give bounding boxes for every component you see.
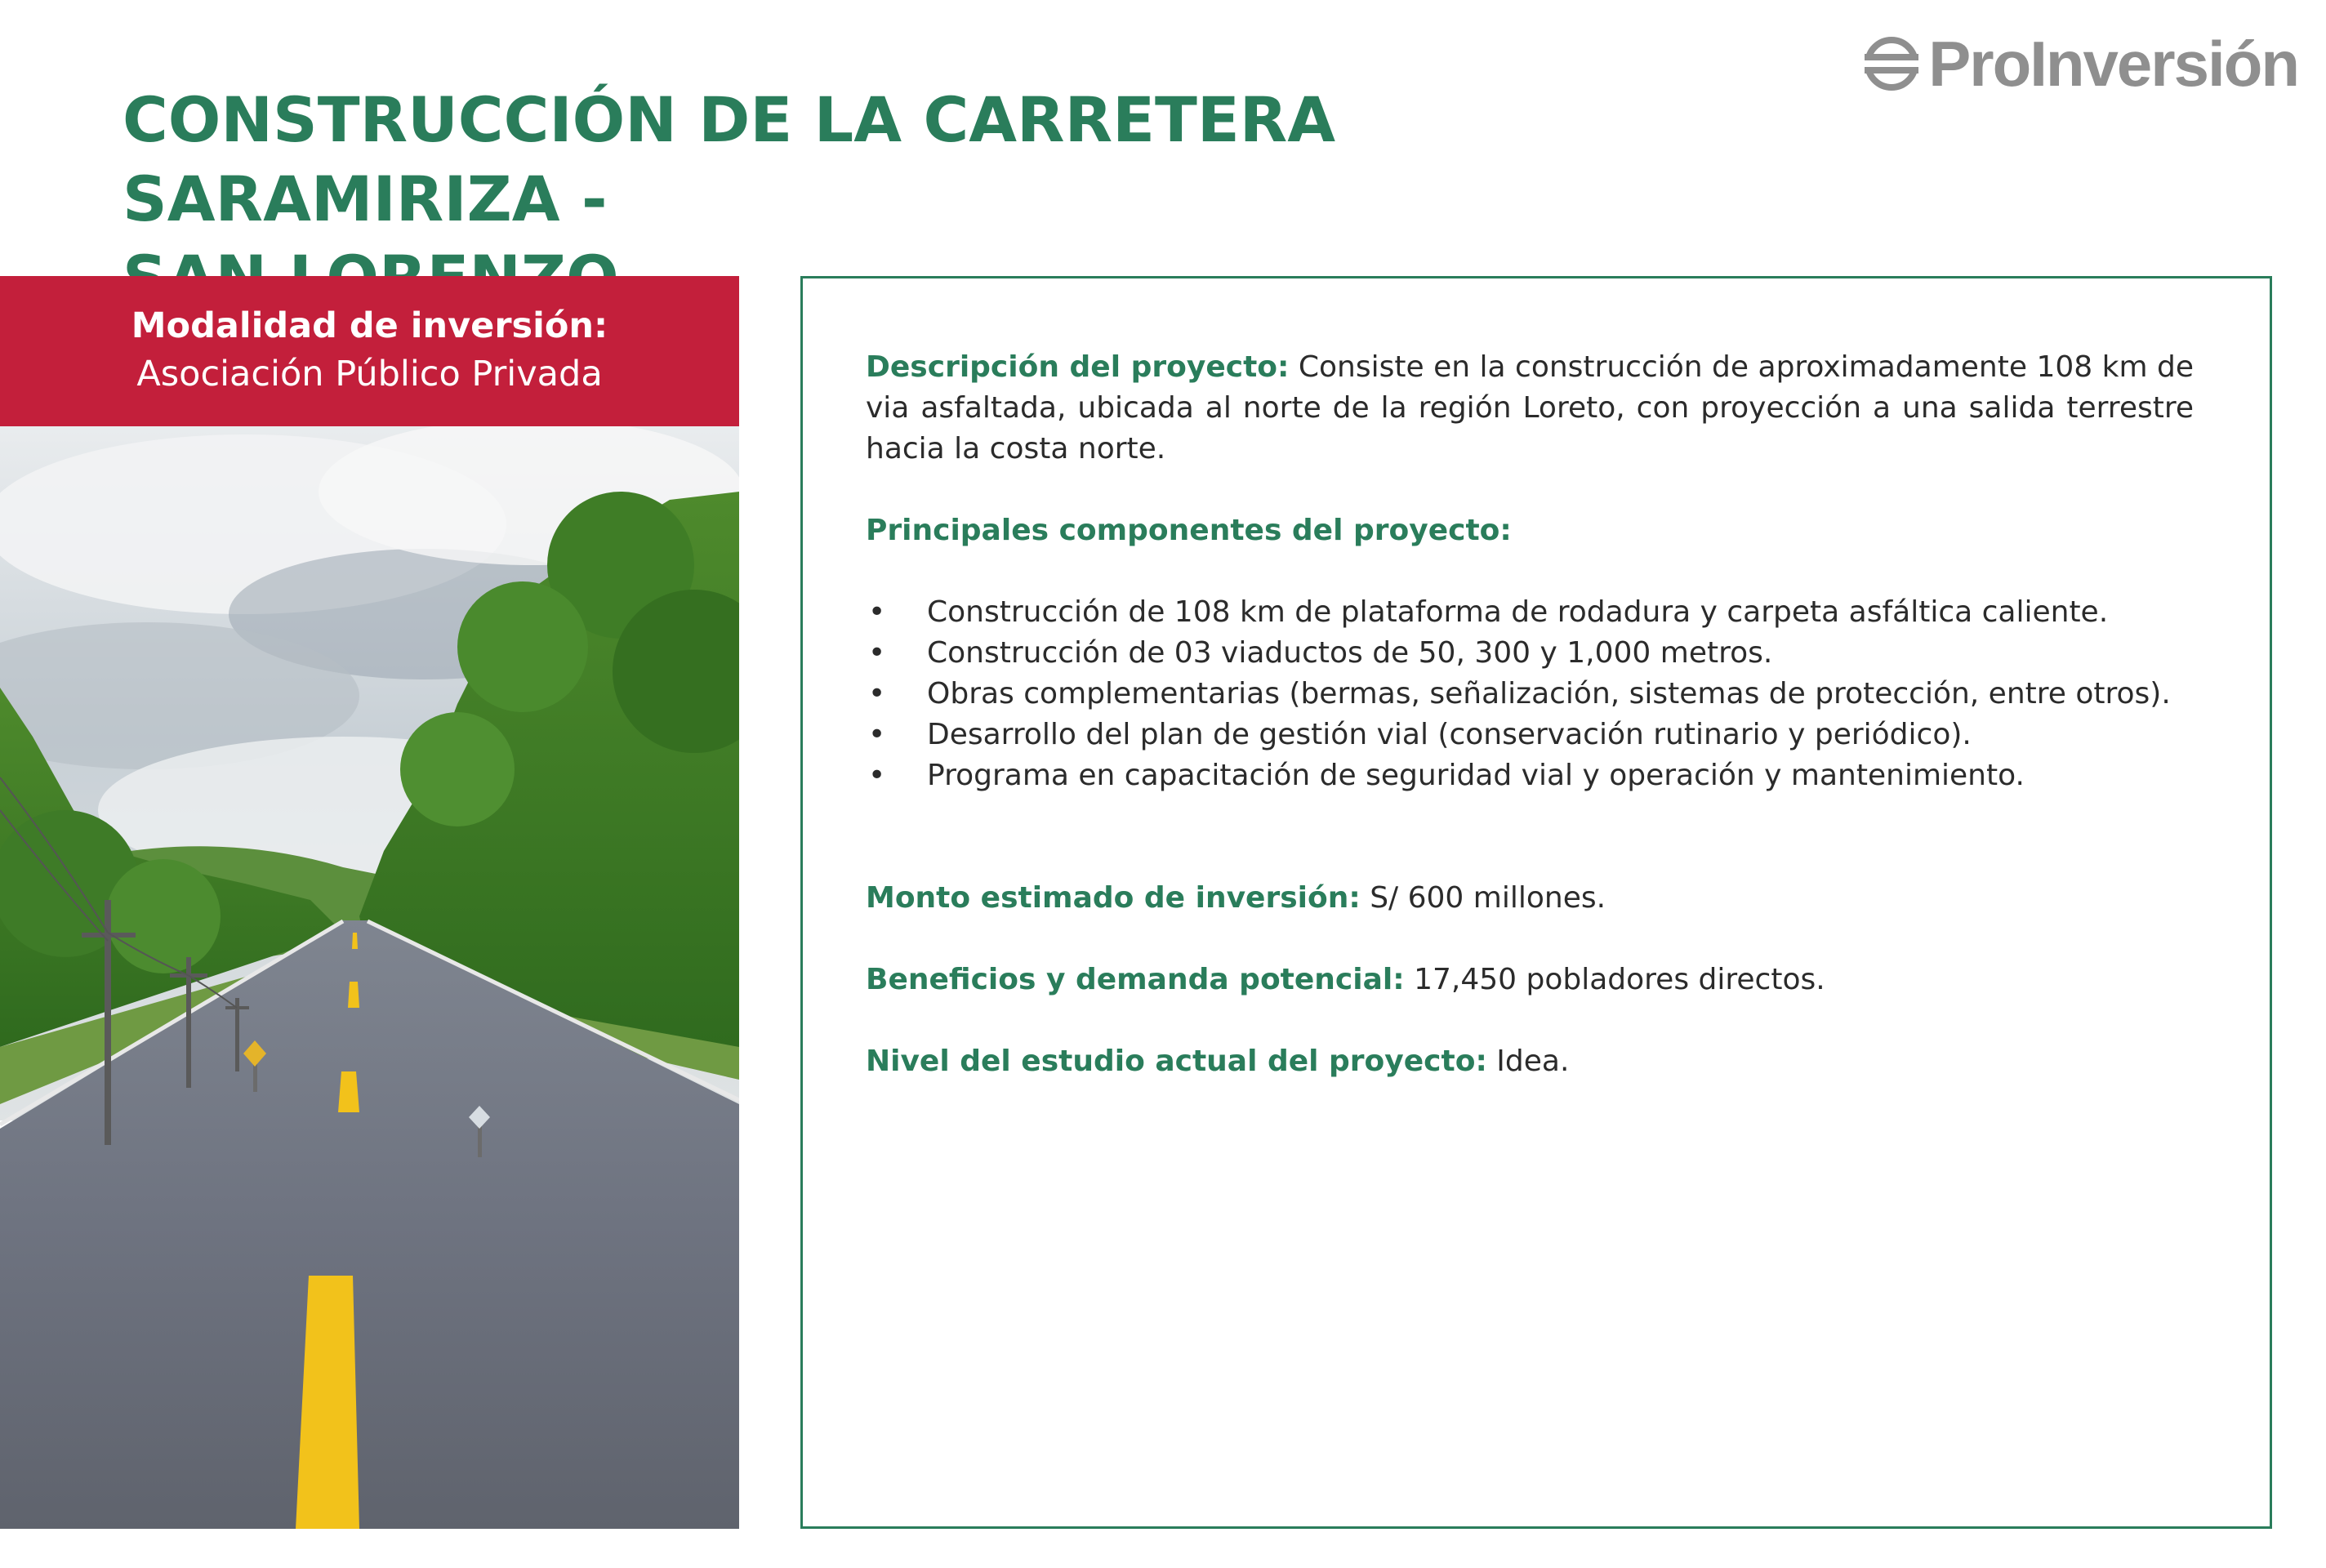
investment-amount-value: S/ 600 millones. <box>1360 881 1606 915</box>
proinversion-logo-icon <box>1863 35 1920 92</box>
benefits-demand-label: Beneficios y demanda potencial: <box>866 963 1405 996</box>
list-item-text: Construcción de 03 viaductos de 50, 300 y 1,000 metros. <box>927 636 1773 670</box>
investment-modality-value: Asociación Público Privada <box>136 354 603 394</box>
investment-amount <box>866 878 2194 919</box>
project-info-box <box>800 276 2272 1529</box>
list-item-text: Programa en capacitación de seguridad vial y operación y mantenimiento. <box>927 759 2025 792</box>
project-description <box>866 347 2194 470</box>
list-item <box>866 674 2194 715</box>
project-components-heading <box>866 510 2194 551</box>
investment-modality-banner <box>0 276 739 426</box>
investment-modality-label: Modalidad de inversión: <box>131 305 608 346</box>
page-title-line-1: CONSTRUCCIÓN DE LA CARRETERA SARAMIRIZA - <box>123 83 1336 235</box>
proinversion-logo-text: ProInversión <box>1928 28 2298 100</box>
benefits-demand <box>866 960 2194 1000</box>
proinversion-logo <box>1863 28 2298 100</box>
list-item <box>866 755 2194 796</box>
bullet-icon: • <box>868 759 886 792</box>
bullet-icon: • <box>868 595 886 629</box>
project-components-label: Principales componentes del proyecto: <box>866 514 1512 547</box>
study-level <box>866 1041 2194 1082</box>
road-photo <box>0 426 739 1529</box>
list-item <box>866 715 2194 755</box>
list-item-text: Desarrollo del plan de gestión vial (conservación rutinario y periódico). <box>927 718 1972 751</box>
left-panel <box>0 276 739 1529</box>
bullet-icon: • <box>868 718 886 751</box>
list-item <box>866 592 2194 633</box>
study-level-label: Nivel del estudio actual del proyecto: <box>866 1045 1487 1078</box>
bullet-icon: • <box>868 636 886 670</box>
project-components-list <box>866 592 2194 796</box>
list-item-text: Obras complementarias (bermas, señalización, sistemas de protección, entre otros). <box>927 677 2171 710</box>
investment-amount-label: Monto estimado de inversión: <box>866 881 1361 915</box>
study-level-value: Idea. <box>1486 1045 1570 1078</box>
project-description-text: Consiste en la construcción de aproximadamente 108 km de via asfaltada, ubicada al norte de la región Loreto, con proyección a una salida terrestre hacia la costa norte. <box>866 350 2194 466</box>
list-item <box>866 633 2194 674</box>
benefits-demand-value: 17,450 pobladores directos. <box>1404 963 1825 996</box>
bullet-icon: • <box>868 677 886 710</box>
list-item-text: Construcción de 108 km de plataforma de rodadura y carpeta asfáltica caliente. <box>927 595 2109 629</box>
project-description-label: Descripción del proyecto: <box>866 350 1290 384</box>
project-info-content <box>866 347 2194 1082</box>
